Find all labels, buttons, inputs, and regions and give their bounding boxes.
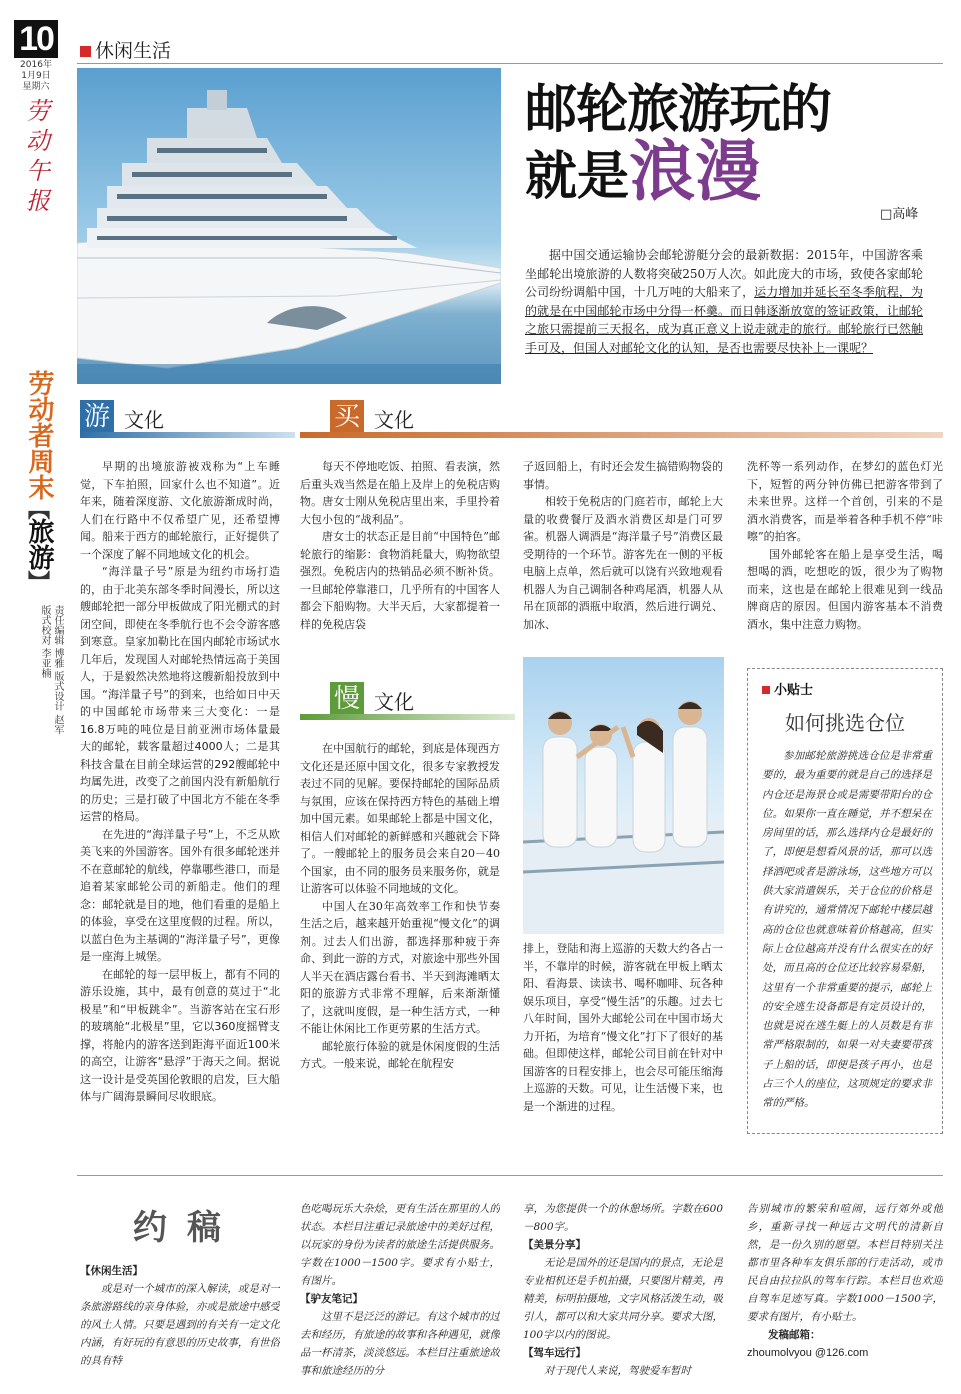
newspaper-masthead: 劳动午报 xyxy=(26,97,50,215)
contact-email[interactable]: zhoumolvyou @126.com xyxy=(747,1347,869,1359)
section-bar-mai xyxy=(300,432,943,438)
byline: □高峰 xyxy=(880,207,919,222)
section-bar-man xyxy=(300,714,515,720)
paragraph: 中国人在30年高效率工作和快节奏生活之后，越来越开始重视“慢文化”的调剂。过去人们出游，都选择那种疲于奔命、到此一游的方式，对旅途中那些外国人半天在酒店露台看书、半天到海滩晒太阳的旅游方式非常不理解，后来渐渐懂了，这就叫度假，是一种生活方式，一种不能让休闲比工作更劳累的生活方式。 xyxy=(300,899,500,1035)
lead-paragraph xyxy=(525,246,923,357)
article-column-4a xyxy=(747,458,943,658)
paragraph: 每天不停地吃饭、拍照、看表演，然后重头戏当然是在船上及岸上的免税店购物。唐女士刚从免税店里出来，手里拎着大包小包的“战利品”。 xyxy=(300,460,500,526)
red-square-icon xyxy=(762,686,770,694)
call-column-2 xyxy=(300,1200,500,1390)
paragraph: 早期的出境旅游被戏称为“上车睡觉，下车拍照，回家什么也不知道”。近年来，随着深度游、文化旅游渐成时尚，人们在行路中不仅希望广见，还希望博闻。船来于西方的邮轮旅行，正好提供了一个深度了解不同地域文化的机会。 xyxy=(80,460,280,561)
people-on-deck-illustration xyxy=(523,657,724,934)
call-subheading: 【驾车远行】 xyxy=(523,1347,586,1359)
paragraph: 排上，登陆和海上巡游的天数大约各占一半，不靠岸的时候，游客就在甲板上晒太阳、看海景、读读书、喝杯咖啡、玩各种娱乐项目，享受“慢生活”的乐趣。过去七八年时间，国外大邮轮公司在中国市场大力开拓，为培育“慢文化”打下了很好的基础。但即使这样，邮轮公司目前在针对中国游客的日程安排上，也会尽可能压缩海上巡游的天数。可见，让生活慢下来，也是一个渐进的过程。 xyxy=(523,942,723,1113)
bottom-rule xyxy=(77,1175,943,1176)
section-label-you: 文化 xyxy=(124,408,164,432)
paragraph: 这里不是泛泛的游记。有这个城市的过去和经历，有旅途的故事和各种遇见，就像品一杯清茶，淡淡悠远。本栏目注重旅途故事和旅途经历的分 xyxy=(300,1311,500,1377)
call-column-1 xyxy=(80,1262,280,1392)
paragraph: 无论是国外的还是国内的景点，无论是专业相机还是手机拍摄，只要图片精美，再精美，标明拍摄地，文字风格活泼生动，吸引人，都可以和大家共同分享。要求大图，100字以内的图说。 xyxy=(523,1257,723,1341)
section-label-mai: 文化 xyxy=(374,408,414,432)
tip-heading: 如何挑选仓位 xyxy=(785,711,905,735)
paragraph: 在先进的“海洋量子号”上，不乏从欧美飞来的外国游客。国外有很多邮轮迷并不在意邮轮的航线，停靠哪些港口，而是追着某家邮轮公司的新船走。他们的理念：邮轮就是目的地，他们看重的是船上的体验，享受在这里度假的过程。所以，以蓝白色为主基调的“海洋量子号”，更像是一座海上城堡。 xyxy=(80,827,280,963)
date-year: 2016年 xyxy=(20,60,52,70)
paragraph: 国外邮轮客在船上是享受生活，喝想喝的酒，吃想吃的饭，很少为了购物而来，这也是在邮轮上很难见到一线品牌商店的原因。但国内游客基本不消费酒水，集中注意力购物。 xyxy=(747,547,943,631)
tip-label-text: 小贴士 xyxy=(774,683,814,698)
sidebar-section xyxy=(16,370,62,596)
tip-box xyxy=(747,668,943,1134)
paragraph: “海洋量子号”原是为纽约市场打造的，由于北美东部冬季时间漫长，所以这艘邮轮把一部分甲板做成了阳光棚式的封闭空间，即使在冬季航行也不会令游客感到寒意。皇家加勒比在国内邮轮市场试水几年后，发现国人对邮轮热情远高于美国人，于是毅然决然地将这艘新船投放到中国。“海洋量子号”的到来，也给如日中天的中国邮轮市场带来三大变化：一是16.8万吨的吨位是目前亚洲市场体量最大的邮轮，载客量超过4000人；二是其科技含量在目前全球运营的292艘邮轮中均属先进，改变了之前国内没有新船航行的历史；三是打破了中国北方不能在冬季运营的格局。 xyxy=(80,565,280,823)
article-column-2b xyxy=(300,740,500,1160)
paragraph: 在邮轮的每一层甲板上，都有不同的游乐设施，其中，最有创意的莫过于“北极星”和“甲板跳伞”。当游客站在宝石形的玻璃舱“北极星”里，它以360度摇臂支撑，将舱内的游客送到距海平面近100米的高空，让游客“悬浮”于海天之间。据说这一设计是受英国伦敦眼的启发，巨大船体与广阔海景瞬间尽收眼底。 xyxy=(80,967,280,1103)
people-toasting-photo xyxy=(523,657,724,934)
section-label xyxy=(80,36,171,63)
tip-label xyxy=(762,679,813,698)
headline-line2-prefix: 就是 xyxy=(525,147,630,207)
article-column-1 xyxy=(80,458,280,1148)
paragraph: 享，为您提供一个的休憩场所。字数在600－800字。 xyxy=(523,1203,723,1233)
date-weekday: 星期六 xyxy=(22,82,50,92)
page-number: 10 xyxy=(14,20,58,58)
headline xyxy=(525,80,925,209)
lead-underlined: 运力增加并延长至冬季航程，为的就是在中国邮轮市场中分得一杯羹。而日韩逐渐放宽的签证政策，让邮轮之旅只需提前三天报名，成为真正意义上说走就走的旅行。邮轮旅行已然触手可及，但国人对邮轮文化的认知，是否也需要尽快补上一课呢？ xyxy=(525,285,923,355)
paragraph: 相较于免税店的门庭若市，邮轮上大量的收费餐厅及酒水消费区却是门可罗雀。机器人调酒是“海洋量子号”消费区最受期待的一个环节。游客先在一侧的平板电脑上点单，然后就可以饶有兴致地观看机器人为自己调制各种鸡尾酒，机器人从吊在顶部的酒瓶中取酒，然后进行调兑、加冰、 xyxy=(523,495,723,631)
sidebar-title: 劳动者周末 xyxy=(24,370,54,500)
article-column-3b xyxy=(523,940,723,1140)
headline-line2 xyxy=(525,133,925,210)
editor-credits: 责任编辑 博雅 版式设计 赵军 版式校对 李亚楠 xyxy=(39,605,63,735)
red-square-icon xyxy=(80,46,91,57)
paragraph: 对于现代人来说，驾驶爱车暂时 xyxy=(544,1365,691,1377)
call-column-3 xyxy=(523,1200,723,1390)
bracket-close: ︼ xyxy=(27,571,50,596)
bracket-open: ︻ xyxy=(27,498,50,523)
article-column-2a xyxy=(300,458,500,658)
date-day: 1月9日 xyxy=(21,71,51,81)
paragraph: 洗杯等一系列动作，在梦幻的蓝色灯光下，短暂的两分钟仿佛已把游客带到了未来世界。这样一个首创，引来的不是酒水消费客，而是举着各种手机不停“咔嚓”的拍客。 xyxy=(747,460,943,543)
section-char-you: 游 xyxy=(80,400,114,434)
paragraph: 在中国航行的邮轮，到底是体现西方文化还是还原中国文化，很多专家教授发表过不同的见解。要保持邮轮的国际品质与氛围，应该在保持西方特色的基础上增加中国元素。如果邮轮上都是中国文化，相信人们对邮轮的新鲜感和兴趣就会下降了。一艘邮轮上的服务员会来自20－40个国家，由不同的服务员来服务你，就是让游客可以体验不同地域的文化。 xyxy=(300,742,500,895)
call-for-papers-title: 约稿 xyxy=(133,1208,241,1248)
call-column-4 xyxy=(747,1200,943,1390)
paragraph: 邮轮旅行体验的就是休闲度假的生活方式。一般来说，邮轮在航程安 xyxy=(300,1039,500,1070)
paragraph: 唐女士的状态正是目前“中国特色”邮轮旅行的缩影：食物消耗量大，购物欲望强烈。免税店内的热销品必须不断补货。一旦邮轮停靠港口，几乎所有的中国客人都会下船购物。大半天后，大家都提着一样的免税店袋 xyxy=(300,530,500,631)
paragraph: 或是对一个城市的深入解读，或是对一条旅游路线的亲身体验，亦或是旅途中感受的风土人情。只要是遇到的有关有一定文化内涵，有好玩的有意思的历史故事，有世俗的具有特 xyxy=(80,1283,280,1367)
section-head-man xyxy=(300,682,515,722)
top-rule xyxy=(77,63,943,64)
sidebar-topic-text: 旅游 xyxy=(24,518,54,570)
headline-highlight: 浪漫 xyxy=(629,133,762,210)
headline-line1: 邮轮旅游玩的 xyxy=(525,80,832,140)
section-head-you xyxy=(80,400,295,440)
paragraph: 子返回船上，有时还会发生搞错购物袋的事情。 xyxy=(523,460,723,491)
article-column-3a xyxy=(523,458,723,658)
tip-body: 参加邮轮旅游挑选仓位是非常重要的，最为重要的就是自己的选择是内仓还是海景仓或是需要带阳台的仓位。如果你一直在睡觉，并不想呆在房间里的话，那么选择内仓是最好的了，即便是想看风景的话，那可以选择酒吧或者是游泳场，这些地方可以供大家消遣娱乐，关于仓位的价格是有讲究的，通常情况下邮轮中楼层越高的仓位也就意味着价格越高，但实际上仓位越高并没有什么很实在的好处，而且高的仓位还比较容易晕船，这里有一个非常重要的提示，邮轮上的安全逃生设备都是有定员设计的，也就是说在逃生艇上的人员数是有非常严格限制的，如果一对夫妻要带孩子上船的话，即便是孩子再小，也是占三个人的座位，这项规定的要求非常的严格。 xyxy=(762,750,932,1110)
lead-text: 据中国交通运输协会邮轮游艇分会的最新数据：2015年，中国游客乘坐邮轮出境旅游的人数将突破250万人次。如此庞大的市场，致使各家邮轮公司纷纷调船中国，十几万吨的大船来了， xyxy=(525,248,923,299)
sidebar-topic xyxy=(16,498,62,596)
contact-line xyxy=(747,1326,943,1344)
call-subheading: 【驴友笔记】 xyxy=(300,1293,363,1305)
issue-date xyxy=(14,60,58,93)
cruise-ship-photo xyxy=(77,68,501,384)
paragraph: 色吃喝玩乐大杂烩，更有生活在那里的人的状态。本栏目注重记录旅途中的美好过程，以玩家的身份为读者的旅途生活提供服务。字数在1000－1500字。要求有小贴士，有图片。 xyxy=(300,1203,500,1287)
section-head-mai xyxy=(300,400,943,440)
section-label-text: 休闲生活 xyxy=(95,40,172,62)
cruise-ship-illustration xyxy=(77,68,501,384)
section-label-man: 文化 xyxy=(374,690,414,714)
call-subheading: 【美景分享】 xyxy=(523,1239,586,1251)
contact-label: 发稿邮箱： xyxy=(768,1329,821,1341)
call-subheading: 【休闲生活】 xyxy=(80,1265,143,1277)
section-char-mai: 买 xyxy=(330,400,364,434)
section-bar-you xyxy=(80,432,295,438)
section-char-man: 慢 xyxy=(330,682,364,716)
paragraph: 告别城市的繁荣和喧闹，远行郊外或他乡，重新寻找一种远古文明代的清新自然，是一份久别的愿望。本栏目特别关注都市里各种车友俱乐部的行走活动，或市民自由拉拉队的驾车行踪。本栏目也欢迎自驾车足迹写真。字数1000－1500字，要求有图片，有小贴士。 xyxy=(747,1203,943,1323)
